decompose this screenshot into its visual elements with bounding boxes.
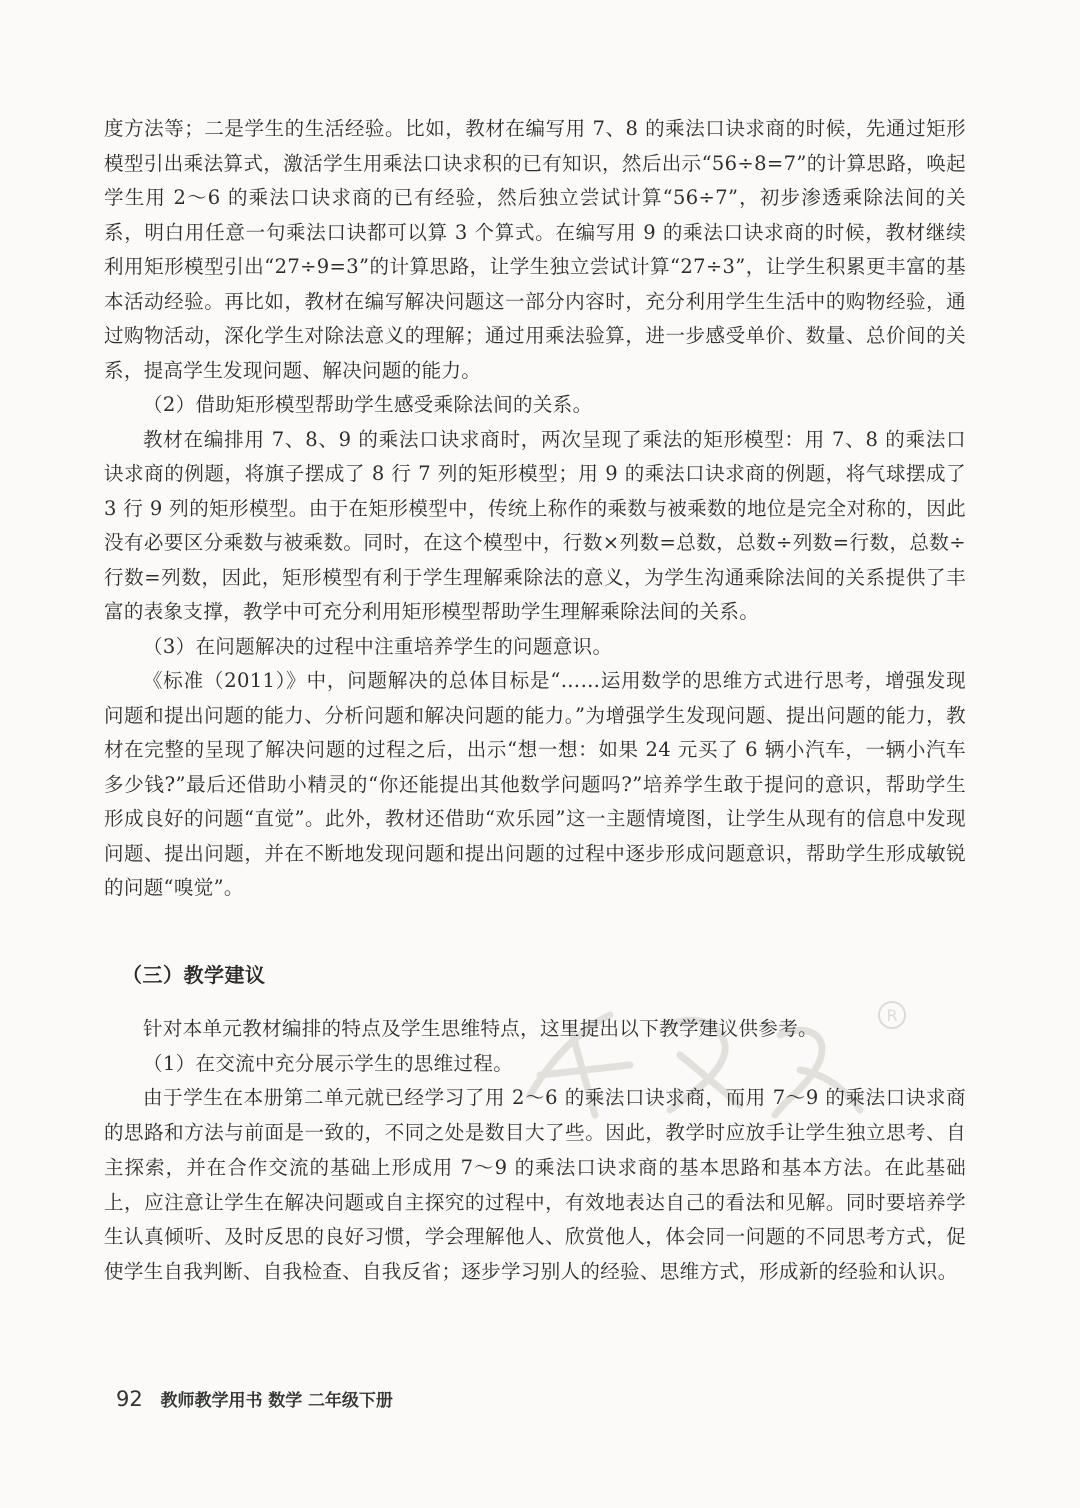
section-heading: （三）教学建议	[122, 963, 266, 987]
paragraph-subheading-1: （1）在交流中充分展示学生的思维过程。	[143, 1051, 514, 1075]
paragraph: 教材在编排用 7、8、9 的乘法口诀求商时，两次呈现了乘法的矩形模型：用 7、8 的乘法口诀求商的例题，将旗子摆成了 8 行 7 列的矩形模型；用 9 的乘法口诀求商的例题，将气球摆成了 3 行 9 列的矩形模型。由于在矩形模型中，传统上称作的乘数与被乘数的地位是完全对称的，因此没有必要区分乘数与被乘数。同时，在这个模型中，行数×列数=总数，总数÷列数=行数，总数÷行数=列数，因此，矩形模型有利于学生理解乘除法的意义，为学生沟通乘除法间的关系提供了丰富的表象支撑，教学中可充分利用矩形模型帮助学生理解乘除法间的关系。	[104, 427, 966, 623]
page-footer	[116, 1386, 393, 1411]
paragraph: 由于学生在本册第二单元就已经学习了用 2～6 的乘法口诀求商，而用 7～9 的乘法口诀求商的思路和方法与前面是一致的，不同之处是数目大了些。因此，教学时应放手让学生独立思考、自主探索，并在合作交流的基础上形成用 7～9 的乘法口诀求商的基本思路和基本方法。在此基础上，应注意让学生在解决问题或自主探究的过程中，有效地表达自己的看法和见解。同时要培养学生认真倾听、及时反思的良好习惯，学会理解他人、欣赏他人，体会同一问题的不同思考方式，促使学生自我判断、自我检查、自我反省；逐步学习别人的经验、思维方式，形成新的经验和认识。	[104, 1086, 966, 1283]
body-text-lower	[104, 1012, 966, 1290]
paragraph: 针对本单元教材编排的特点及学生思维特点，这里提出以下教学建议供参考。	[143, 1017, 818, 1040]
page-number: 92	[116, 1387, 143, 1411]
paragraph: 《标准（2011）》中，问题解决的总体目标是“……运用数学的思维方式进行思考，增强发现问题和提出问题的能力、分析问题和解决问题的能力。”为增强学生发现问题、提出问题的能力，教材在完整的呈现了解决问题的过程之后，出示“想一想：如果 24 元买了 6 辆小汽车，一辆小汽车多少钱?”最后还借助小精灵的“你还能提出其他数学问题吗?”培养学生敢于提问的意识，帮助学生形成良好的问题“直觉”。此外，教材还借助“欢乐园”这一主题情境图，让学生从现有的信息中发现问题、提出问题，并在不断地发现问题和提出问题的过程中逐步形成问题意识，帮助学生形成敏锐的问题“嗅觉”。	[104, 669, 966, 899]
paragraph-subheading-2: （2）借助矩形模型帮助学生感受乘除法间的关系。	[143, 393, 593, 416]
subject: 数学	[268, 1391, 303, 1411]
svg-text:R: R	[886, 1006, 898, 1025]
book-title: 教师教学用书	[160, 1391, 263, 1411]
paragraph: 度方法等；二是学生的生活经验。比如，教材在编写用 7、8 的乘法口诀求商的时候，先通过矩形模型引出乘法算式，激活学生用乘法口诀求积的已有知识，然后出示“56÷8=7”的计算思路，唤起学生用 2～6 的乘法口诀求商的已有经验，然后独立尝试计算“56÷7”，初步渗透乘除法间的关系，明白用任意一句乘法口诀都可以算 3 个算式。在编写用 9 的乘法口诀求商的时候，教材继续利用矩形模型引出“27÷9=3”的计算思路，让学生独立尝试计算“27÷3”，让学生积累更丰富的基本活动经验。再比如，教材在编写解决问题这一部分内容时，充分利用学生生活中的购物经验，通过购物活动，深化学生对除法意义的理解；通过用乘法验算，进一步感受单价、数量、总价间的关系，提高学生发现问题、解决问题的能力。	[104, 117, 966, 382]
grade: 二年级下册	[307, 1391, 393, 1411]
body-text-upper	[104, 112, 966, 906]
paragraph-subheading-3: （3）在问题解决的过程中注重培养学生的问题意识。	[143, 634, 613, 658]
